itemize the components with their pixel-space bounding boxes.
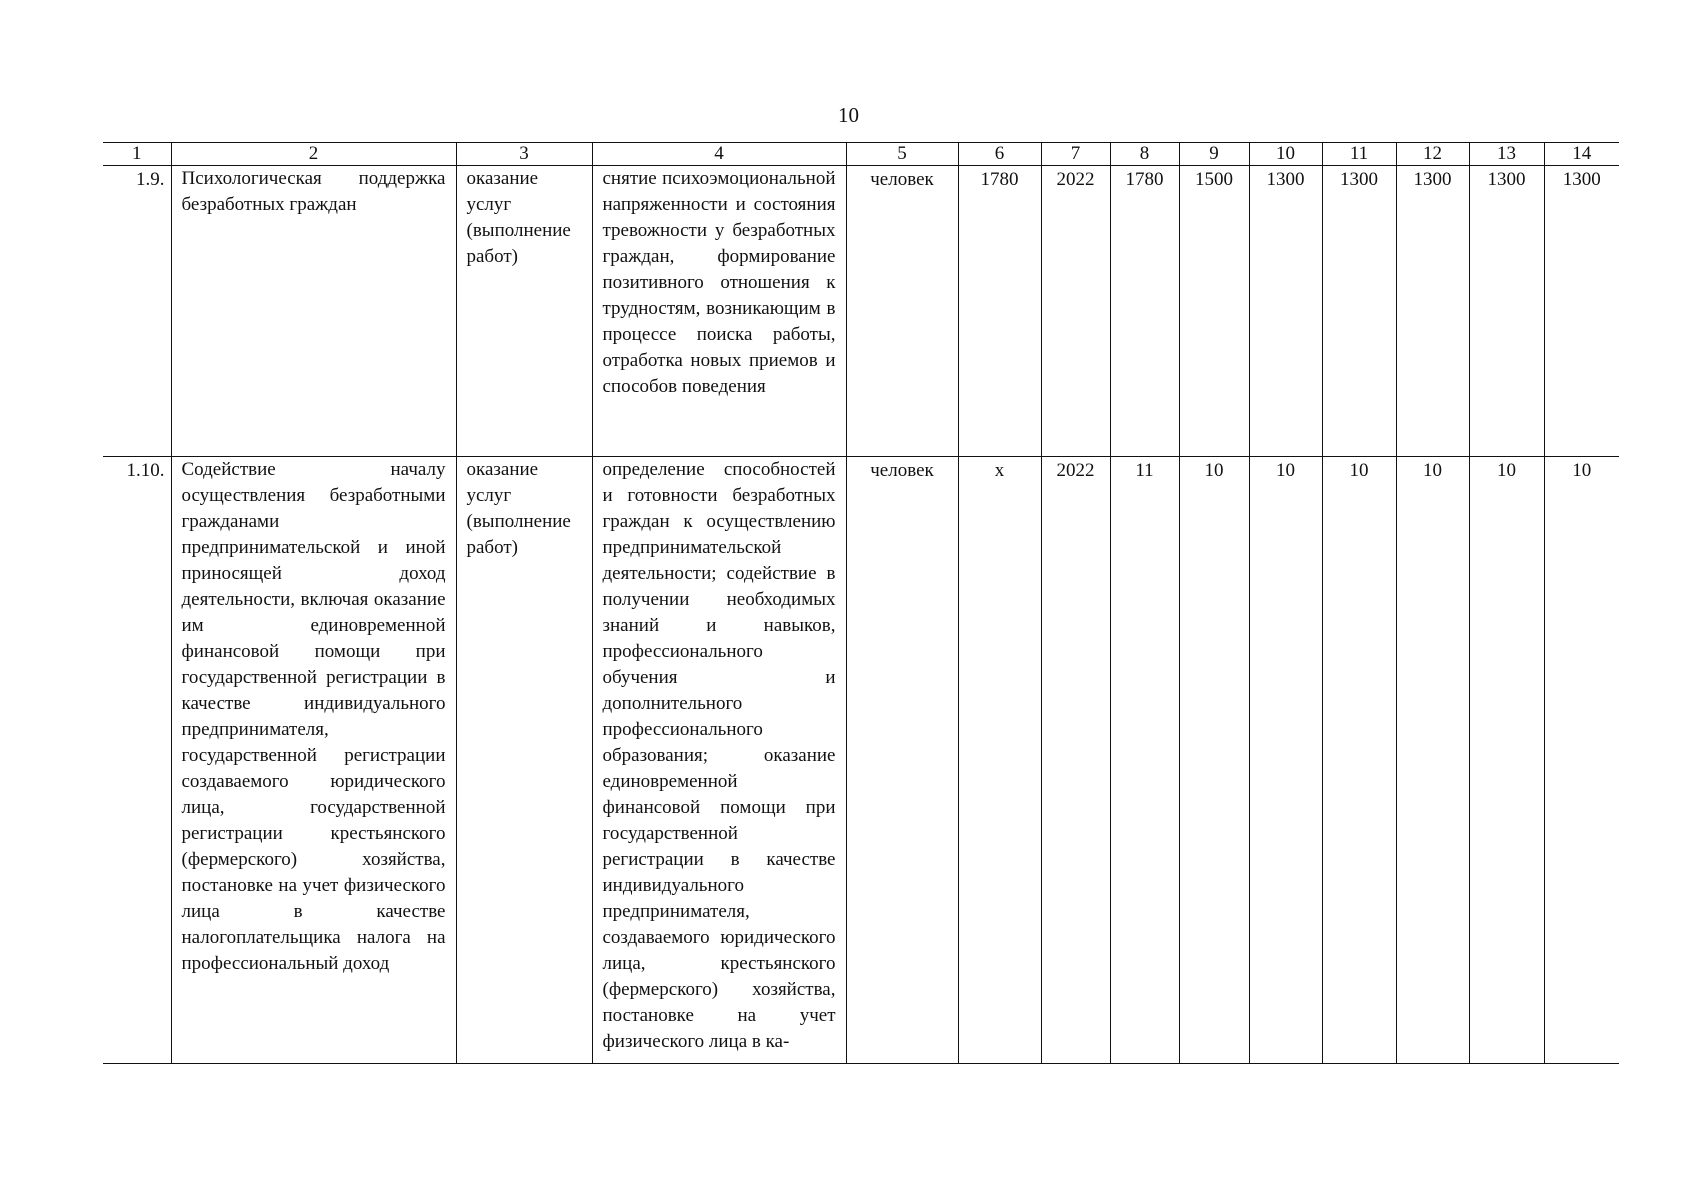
value-cell: 1500 [1179, 166, 1249, 457]
value-cell: 10 [1249, 457, 1322, 1064]
value-cell: 11 [1110, 457, 1179, 1064]
header-cell: 12 [1396, 143, 1469, 166]
measure-description: определение способностей и готовности безработных граждан к осуществлению предпринимательской деятельности; содействие в получении необходимых знаний и навыков, профессионального обучения и дополнительного профессионального образования; оказание единовременной финансовой помощи при государственной регистрации в качестве индивидуального предпринимателя, создаваемого юридического лица, крестьянского (фермерского) хозяйства, постановке на учет физического лица в ка- [592, 457, 846, 1064]
header-cell: 8 [1110, 143, 1179, 166]
measure-description: снятие психоэмоциональной напряженности и состояния тревожности у безработных граждан, формирование позитивного отношения к трудностям, возникающим в процессе поиска работы, отработка новых приемов и способов поведения [592, 166, 846, 457]
header-cell: 2 [171, 143, 456, 166]
row-number: 1.10. [103, 457, 171, 1064]
header-cell: 14 [1544, 143, 1619, 166]
plan-table [103, 142, 1619, 1064]
measure-type: оказание услуг (выполнение работ) [456, 166, 592, 457]
measure-name: Содействие началу осуществления безработными гражданами предпринимательской и иной приносящей доход деятельности, включая оказание им единовременной финансовой помощи при государственной регистрации в качестве индивидуального предпринимателя, государственной регистрации создаваемого юридического лица, государственной регистрации крестьянского (фермерского) хозяйства, постановке на учет физического лица в качестве налогоплательщика налога на профессиональный доход [171, 457, 456, 1064]
header-cell: 1 [103, 143, 171, 166]
page-number: 10 [838, 103, 859, 127]
header-cell: 10 [1249, 143, 1322, 166]
value-cell: 1780 [958, 166, 1041, 457]
header-cell: 9 [1179, 143, 1249, 166]
value-cell: 1300 [1396, 166, 1469, 457]
header-cell: 11 [1322, 143, 1396, 166]
measure-name: Психологическая поддержка безработных граждан [171, 166, 456, 457]
header-cell: 7 [1041, 143, 1110, 166]
header-cell: 4 [592, 143, 846, 166]
header-row [103, 143, 1619, 166]
value-cell: 1300 [1322, 166, 1396, 457]
value-cell: х [958, 457, 1041, 1064]
header-cell: 13 [1469, 143, 1544, 166]
row-number: 1.9. [103, 166, 171, 457]
table-row [103, 166, 1619, 457]
measure-type: оказание услуг (выполнение работ) [456, 457, 592, 1064]
value-cell: 1300 [1249, 166, 1322, 457]
value-cell: 1300 [1469, 166, 1544, 457]
value-cell: 1780 [1110, 166, 1179, 457]
value-cell: 10 [1322, 457, 1396, 1064]
value-cell: 10 [1469, 457, 1544, 1064]
header-cell: 6 [958, 143, 1041, 166]
header-cell: 3 [456, 143, 592, 166]
unit-cell: человек [846, 457, 958, 1064]
unit-cell: человек [846, 166, 958, 457]
value-cell: 10 [1396, 457, 1469, 1064]
value-cell: 2022 [1041, 166, 1110, 457]
header-cell: 5 [846, 143, 958, 166]
value-cell: 10 [1544, 457, 1619, 1064]
table-row [103, 457, 1619, 1064]
value-cell: 2022 [1041, 457, 1110, 1064]
value-cell: 1300 [1544, 166, 1619, 457]
value-cell: 10 [1179, 457, 1249, 1064]
